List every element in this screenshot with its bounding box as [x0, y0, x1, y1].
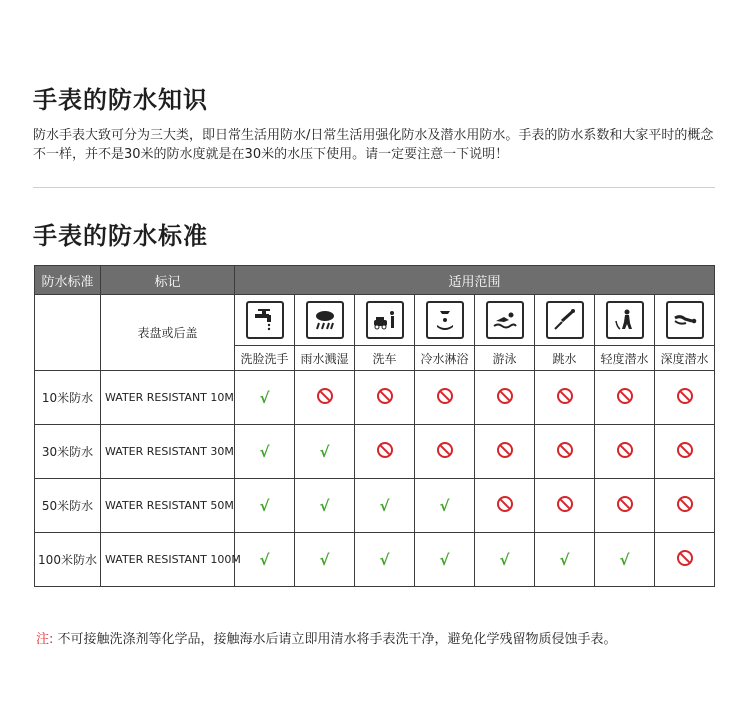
prohibited-icon: [557, 496, 573, 512]
check-icon: √: [319, 551, 330, 569]
note: [36, 628, 617, 647]
rain-cloud-icon: [306, 301, 344, 339]
check-icon: √: [499, 551, 510, 569]
check-mark: [295, 479, 355, 533]
check-icon: √: [379, 551, 390, 569]
check-icon: √: [259, 389, 270, 407]
standard-cell: 50米防水: [35, 479, 101, 533]
prohibited-icon: [437, 388, 453, 404]
prohibited-mark: [415, 425, 475, 479]
prohibited-mark: [595, 479, 655, 533]
check-icon: √: [259, 443, 270, 461]
prohibited-mark: [655, 425, 715, 479]
activity-label: 深度潜水: [655, 346, 715, 371]
knowledge-paragraph: 防水手表大致可分为三大类，即日常生活用防水/日常生活用强化防水及潜水用防水。手表的防水系数和大家平时的概念不一样，并不是30米的防水度就是在30米的水压下使用。请一定要注意一下说明！: [33, 128, 714, 162]
prohibited-icon: [557, 442, 573, 458]
mark-cell: WATER RESISTANT 50M: [101, 479, 235, 533]
water-resistance-table: [34, 265, 715, 587]
knowledge-title: 手表的防水知识: [33, 86, 208, 114]
prohibited-icon: [617, 442, 633, 458]
prohibited-mark: [535, 371, 595, 425]
check-icon: √: [259, 551, 270, 569]
prohibited-mark: [475, 371, 535, 425]
activity-label: 跳水: [535, 346, 595, 371]
prohibited-mark: [535, 425, 595, 479]
snorkel-diver-icon: [606, 301, 644, 339]
diving-board-icon: [546, 301, 584, 339]
prohibited-mark: [475, 425, 535, 479]
table-row: [35, 479, 715, 533]
swimming-icon: [486, 301, 524, 339]
faucet-icon: [246, 301, 284, 339]
note-label: 注:: [36, 632, 54, 647]
deep-diver-icon: [666, 301, 704, 339]
prohibited-mark: [535, 479, 595, 533]
blank-cell: [35, 295, 101, 371]
divider: [33, 187, 715, 188]
standard-title: 手表的防水标准: [33, 222, 208, 250]
prohibited-icon: [677, 388, 693, 404]
table-row: [35, 425, 715, 479]
prohibited-icon: [377, 442, 393, 458]
prohibited-mark: [595, 425, 655, 479]
activity-label: 雨水溅湿: [295, 346, 355, 371]
prohibited-icon: [437, 442, 453, 458]
check-mark: [415, 479, 475, 533]
prohibited-mark: [475, 479, 535, 533]
standard-cell: 30米防水: [35, 425, 101, 479]
header-usage: 适用范围: [235, 266, 715, 295]
check-mark: [295, 533, 355, 587]
surface-label: 表盘或后盖: [101, 295, 235, 371]
mark-cell: WATER RESISTANT 10M: [101, 371, 235, 425]
prohibited-mark: [595, 371, 655, 425]
check-icon: √: [439, 497, 450, 515]
check-mark: [535, 533, 595, 587]
prohibited-mark: [655, 533, 715, 587]
prohibited-icon: [497, 442, 513, 458]
prohibited-mark: [655, 479, 715, 533]
mark-cell: WATER RESISTANT 100M: [101, 533, 235, 587]
check-mark: [235, 479, 295, 533]
table-row: [35, 533, 715, 587]
header-standard: 防水标准: [35, 266, 101, 295]
prohibited-icon: [497, 496, 513, 512]
prohibited-mark: [655, 371, 715, 425]
activity-label: 洗车: [355, 346, 415, 371]
check-icon: √: [379, 497, 390, 515]
activity-label: 轻度潜水: [595, 346, 655, 371]
check-icon: √: [439, 551, 450, 569]
prohibited-mark: [415, 371, 475, 425]
check-icon: √: [559, 551, 570, 569]
check-icon: √: [619, 551, 630, 569]
note-text: 不可接触洗涤剂等化学品，接触海水后请立即用清水将手表洗干净，避免化学残留物质侵蚀手表。: [57, 632, 617, 647]
prohibited-mark: [355, 371, 415, 425]
check-mark: [595, 533, 655, 587]
prohibited-mark: [295, 371, 355, 425]
prohibited-icon: [317, 388, 333, 404]
check-mark: [475, 533, 535, 587]
check-mark: [355, 533, 415, 587]
check-mark: [235, 533, 295, 587]
activity-label: 游泳: [475, 346, 535, 371]
prohibited-icon: [377, 388, 393, 404]
check-mark: [355, 479, 415, 533]
prohibited-icon: [677, 496, 693, 512]
prohibited-icon: [617, 496, 633, 512]
prohibited-icon: [497, 388, 513, 404]
prohibited-icon: [617, 388, 633, 404]
header-mark: 标记: [101, 266, 235, 295]
table-row: [35, 371, 715, 425]
activity-label: 洗脸洗手: [235, 346, 295, 371]
prohibited-icon: [557, 388, 573, 404]
mark-cell: WATER RESISTANT 30M: [101, 425, 235, 479]
prohibited-icon: [677, 550, 693, 566]
check-icon: √: [259, 497, 270, 515]
check-mark: [235, 371, 295, 425]
shower-icon: [426, 301, 464, 339]
standard-cell: 100米防水: [35, 533, 101, 587]
activity-label: 冷水淋浴: [415, 346, 475, 371]
check-icon: √: [319, 443, 330, 461]
check-icon: √: [319, 497, 330, 515]
check-mark: [295, 425, 355, 479]
car-wash-icon: [366, 301, 404, 339]
prohibited-mark: [355, 425, 415, 479]
check-mark: [235, 425, 295, 479]
check-mark: [415, 533, 475, 587]
prohibited-icon: [677, 442, 693, 458]
standard-cell: 10米防水: [35, 371, 101, 425]
